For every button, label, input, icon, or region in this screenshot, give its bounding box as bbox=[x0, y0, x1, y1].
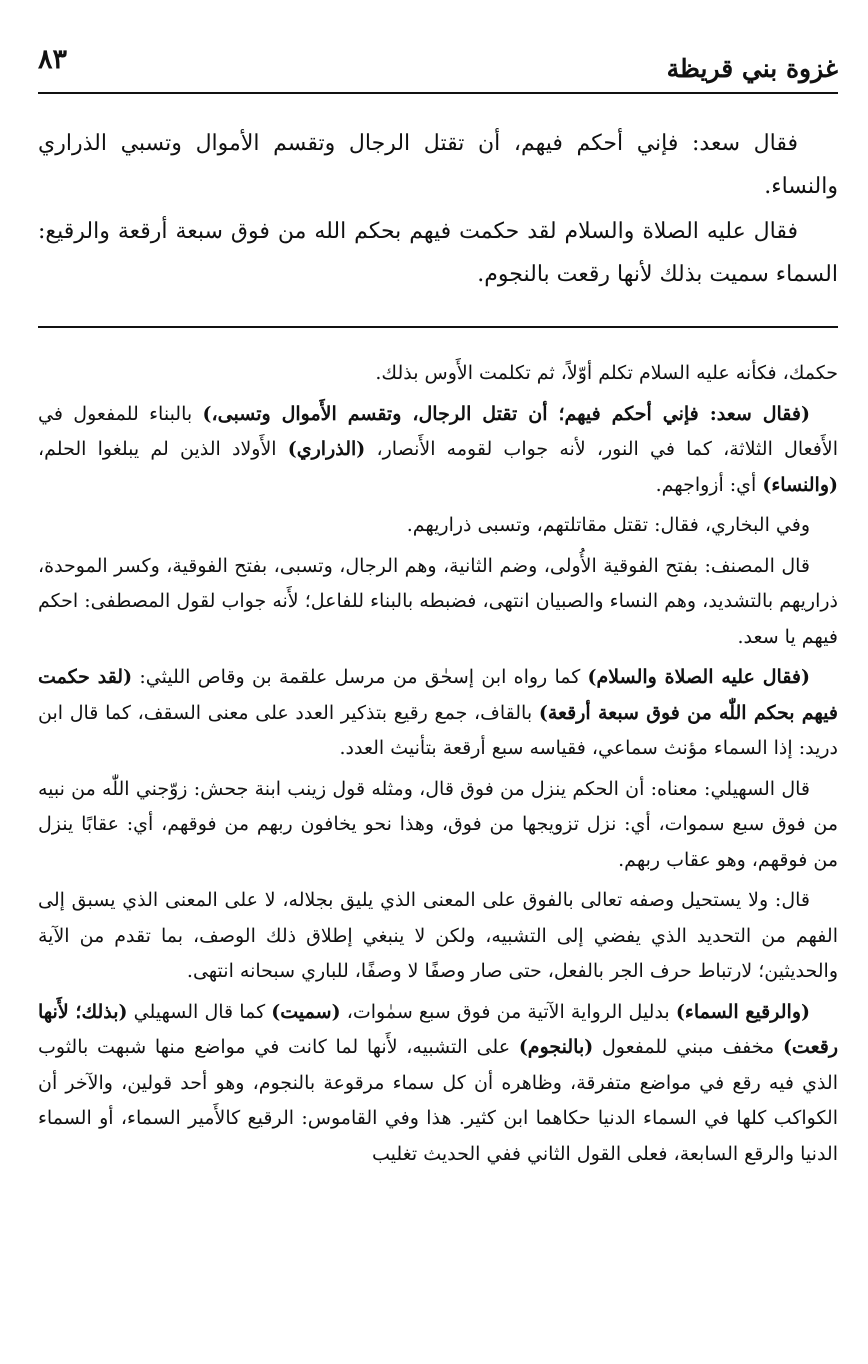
commentary-text: أي: أزواجهم. bbox=[655, 473, 763, 496]
commentary-paragraph: قال السهيلي: معناه: أن الحكم ينزل من فوق قال، ومثله قول زينب ابنة جحش: زوّجني اللّٰه من نبيه من فوق سبع سموات، أي: نزل تزويجها من فوق، وهذا نحو يخافون ربهم من فوقهم، أي: عقابًا ينزل من فوقهم، وهو عقاب ربهم. bbox=[38, 777, 838, 871]
quoted-text: (بالنجوم) bbox=[518, 1036, 594, 1058]
quoted-text: (لقد حكمت فيهم بحكم اللّٰه من فوق سبعة أرقعة) bbox=[38, 666, 839, 724]
commentary-paragraph bbox=[38, 397, 838, 504]
commentary-text: على التشبيه، لأَنها لما كانت في مواضع منها شبهت بالثوب الذي فيه رقع في مواضع متفرقة، وظاهره أن كل سماء مرقوعة بالنجوم، وهو أحد قولين، والآخر أن الكواكب كلها في السماء الدنيا حكاهما ابن كثير. هذا وفي القاموس: الرقيع كالأَمير السماء، أو السماء الدنيا والرقع السابعة، فعلى القول الثاني ففي الحديث تغليب bbox=[38, 1036, 838, 1165]
quoted-text: (فقال عليه الصلاة والسلام) bbox=[587, 666, 810, 688]
quoted-text: (والنساء) bbox=[762, 473, 838, 496]
quoted-text: (فقال سعد: فإني أحكم فيهم؛ أن تقتل الرجال، وتقسم الأَموال وتسبى،) bbox=[202, 402, 810, 425]
commentary bbox=[38, 356, 838, 1177]
commentary-paragraph: قال: ولا يستحيل وصفه تعالى بالفوق على المعنى الذي يليق بجلاله، لا على المعنى الذي يسبق إلى الفهم من التحديد الذي يفضي إلى التشبيه، ولكن لا ينبغي إطلاق ذلك الوصف، بما تقدم من الآية والحديثين؛ لارتباط حرف الجر بالفعل، حتى صار وصفًا لا وصفًا، للباري سبحانه انتهى. bbox=[38, 889, 838, 982]
commentary-paragraph: قال المصنف: بفتح الفوقية الأُولى، وضم الثانية، وهم الرجال، وتسبى، بفتح الفوقية، وكسر الموحدة، ذراريهم بالتشديد، وهم النساء والصبيان انتهى، فضبطه بالبناء للفاعل؛ لأَنه جواب لقول المصطفى: احكم فيهم يا سعد. bbox=[38, 554, 838, 648]
text-commentary-divider bbox=[38, 326, 838, 328]
commentary-paragraph: وفي البخاري، فقال: تقتل مقاتلتهم، وتسبى ذراريهم. bbox=[406, 514, 810, 536]
page-header bbox=[38, 40, 838, 88]
commentary-text: بدليل الرواية الآتية من فوق سبع سمٰوات، bbox=[340, 1000, 676, 1023]
main-text bbox=[38, 122, 838, 298]
commentary-text: كما رواه ابن إسحٰق من مرسل علقمة بن وقاص الليثي: bbox=[132, 666, 588, 688]
header-divider bbox=[38, 92, 838, 94]
commentary-text: كما قال السهيلي bbox=[127, 1000, 272, 1023]
running-title: غزوة بني قريظة bbox=[666, 54, 838, 83]
quoted-text: (الذراري) bbox=[287, 438, 366, 460]
commentary-paragraph: حكمك، فكأنه عليه السلام تكلم أوّلاً، ثم تكلمت الأَوس بذلك. bbox=[375, 362, 838, 384]
quoted-text: (سميت) bbox=[271, 1000, 341, 1023]
commentary-text: بالقاف، جمع رقيع بتذكير العدد على معنى السقف، كما قال ابن دريد: إذا السماء مؤنث سماعي، فقياسه سبع أرقعة بتأنيث العدد. bbox=[38, 701, 838, 759]
commentary-paragraph bbox=[38, 660, 838, 767]
quoted-text: (بذلك؛ لأَنها رقعت) bbox=[38, 1000, 839, 1058]
main-paragraph: فقال عليه الصلاة والسلام لقد حكمت فيهم بحكم الله من فوق سبعة أرقعة والرقيع: السماء سميت بذلك لأنها رقعت بالنجوم. bbox=[38, 219, 838, 287]
quoted-text: (والرقيع السماء) bbox=[675, 1000, 810, 1023]
main-paragraph: فقال سعد: فإني أحكم فيهم، أن تقتل الرجال وتقسم الأموال وتسبي الذراري والنساء. bbox=[38, 131, 838, 199]
commentary-text: بالبناء للمفعول في الأَفعال الثلاثة، كما في النور، لأنه جواب لقومه الأَنصار، bbox=[38, 402, 839, 460]
commentary-paragraph bbox=[38, 995, 838, 1173]
commentary-text: مخفف مبني للمفعول bbox=[593, 1036, 783, 1058]
commentary-text: الأَولاد الذين لم يبلغوا الحلم، bbox=[38, 438, 288, 460]
page-number: ٨٣ bbox=[38, 44, 68, 75]
